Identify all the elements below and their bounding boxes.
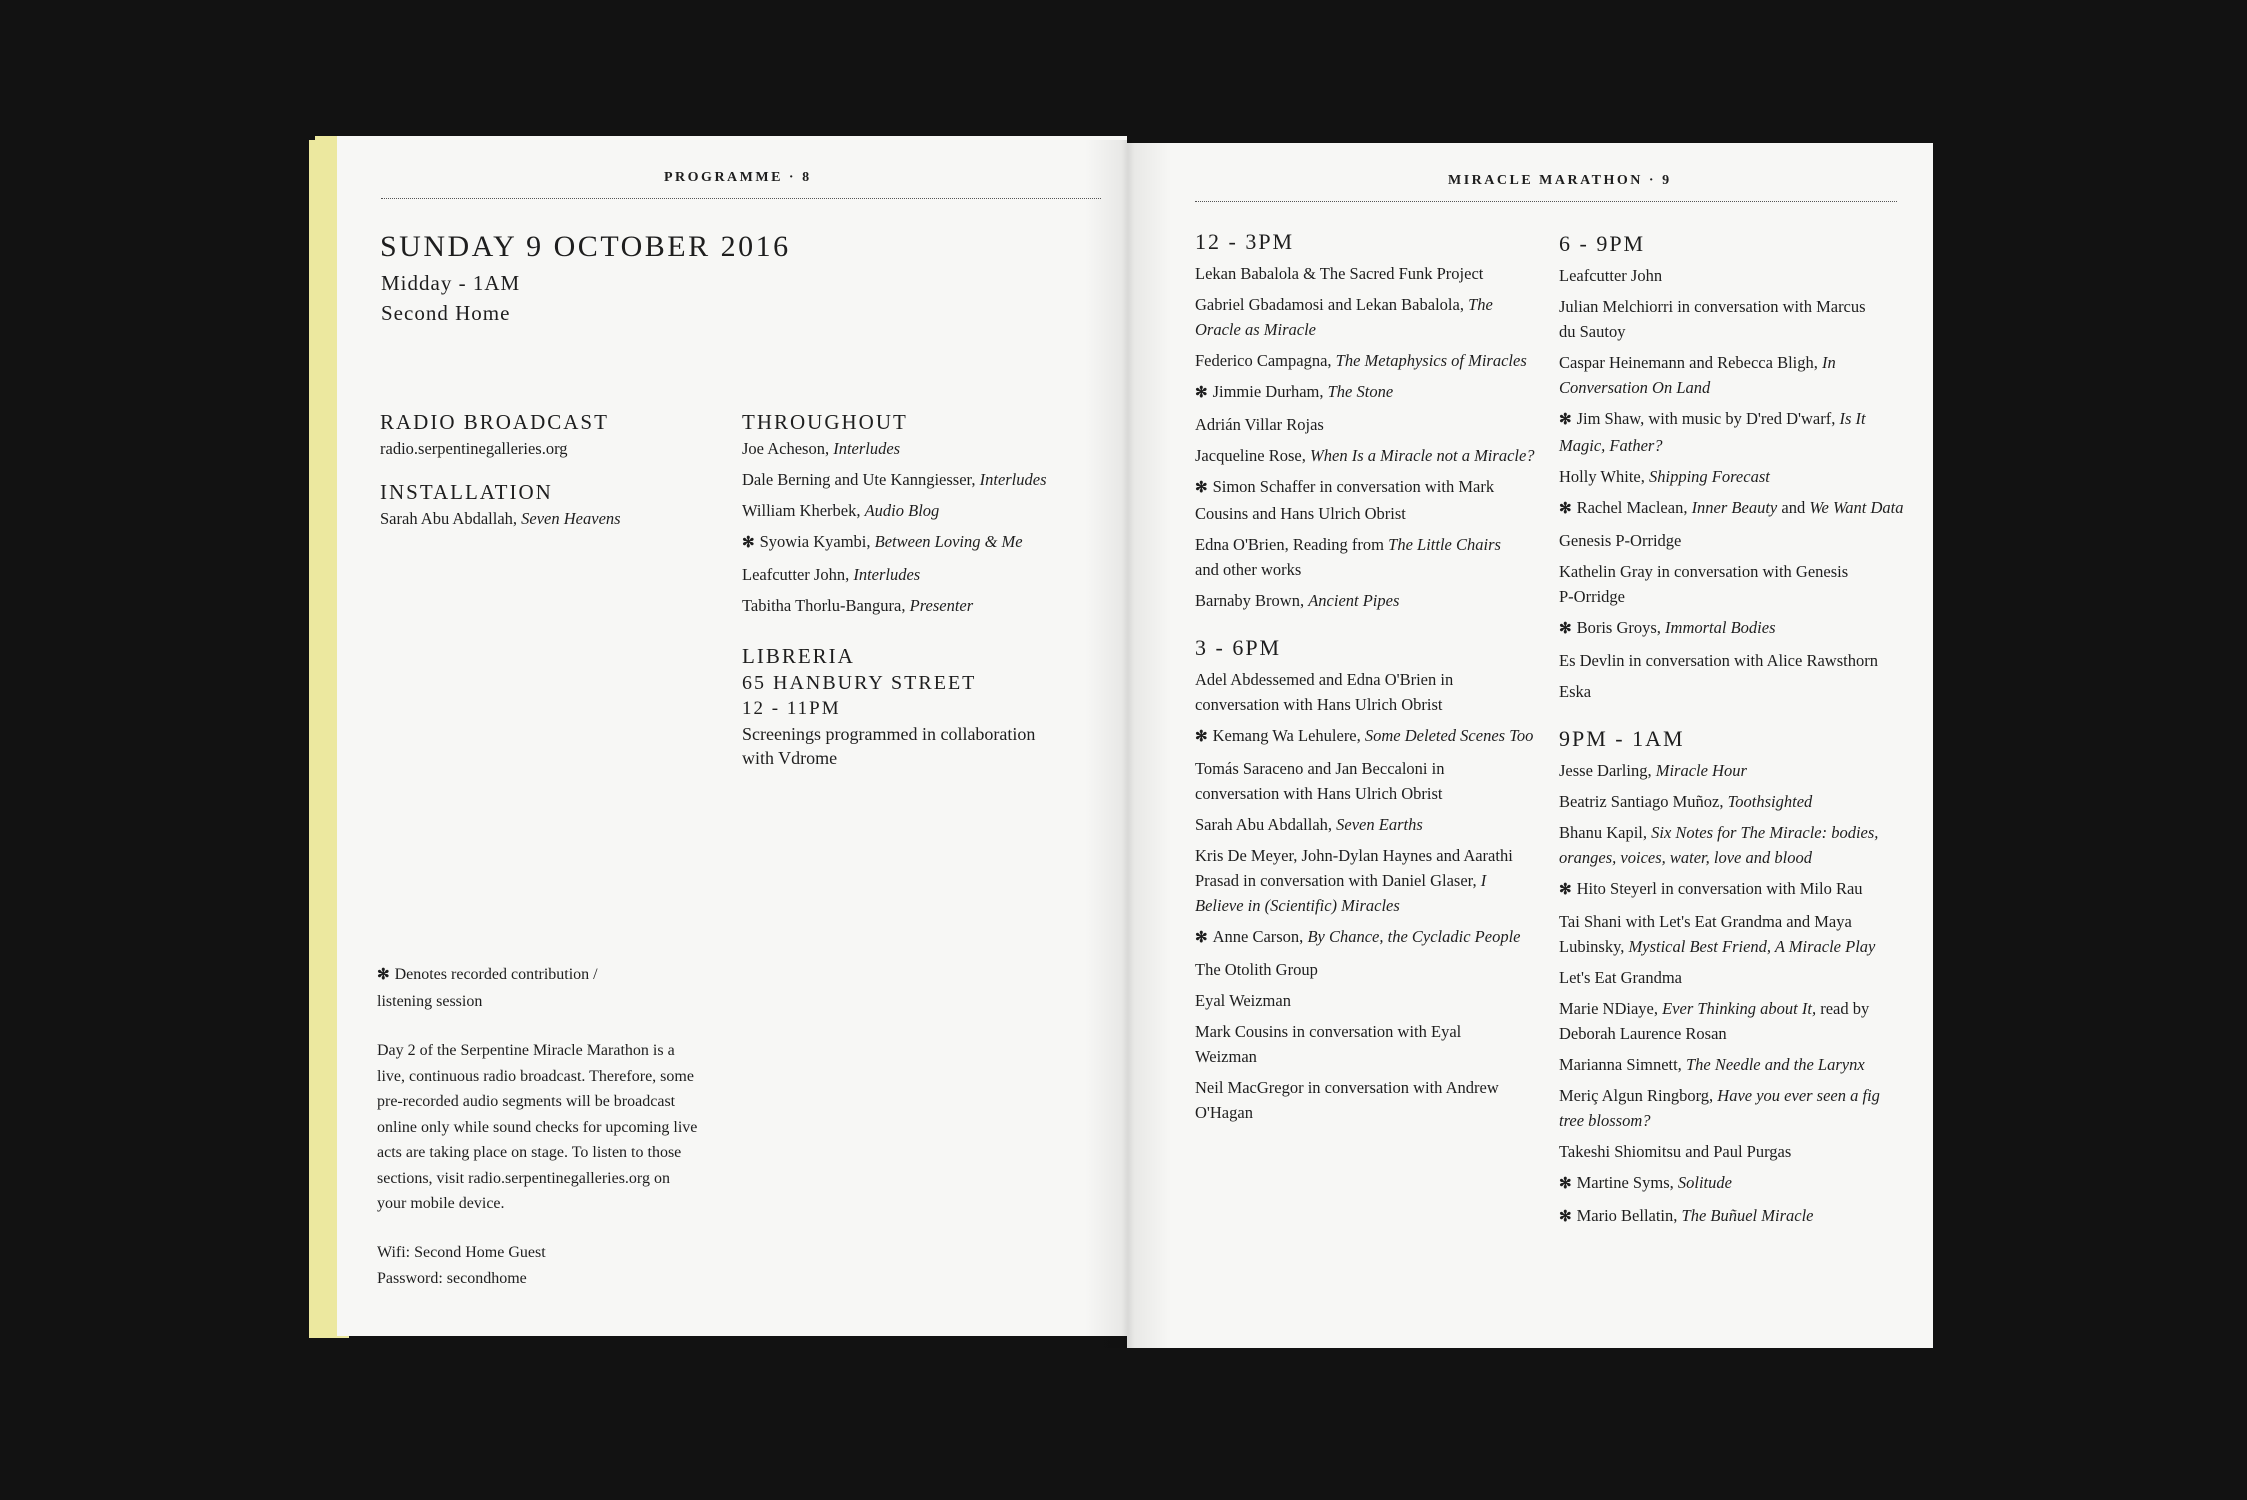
recorded-icon: ✻ [1559,1209,1572,1225]
entry-text: Hito Steyerl in conversation with Milo Rau [1576,879,1863,898]
libreria-heading: LIBRERIA [742,644,855,668]
libreria-section [742,642,1035,770]
note-line: sections, visit radio.serpentinegalleries.org on [377,1169,670,1187]
entry-text: Beatriz Santiago Muñoz, [1559,792,1728,811]
list-item [742,593,1047,618]
entry-text: Weizman [1195,1047,1257,1066]
entry-text: Tai Shani with Let's Eat Grandma and Maya [1559,912,1852,931]
entry-title: Have you ever seen a fig [1717,1086,1880,1105]
entry-text: Marie NDiaye, [1559,999,1663,1018]
schedule-entry [1195,1075,1555,1125]
entry-name: Dale Berning and Ute Kanngiesser, [742,470,976,489]
entry-title: Toothsighted [1727,792,1813,811]
entry-line [1559,1021,1919,1046]
schedule-entry [1195,474,1555,526]
entry-title: The Little Chairs [1388,535,1501,554]
list-item [742,562,1047,587]
schedule-entry [1559,263,1919,288]
recorded-icon: ✻ [742,535,755,551]
list-item [742,436,1047,461]
book-gutter [1085,140,1171,1348]
schedule-entry [1559,789,1919,814]
entry-title: Immortal Bodies [1665,618,1776,637]
wifi-name: Wifi: Second Home Guest [377,1244,546,1261]
entry-text: Federico Campagna, [1195,351,1336,370]
entry-text: Kathelin Gray in conversation with Genesis [1559,562,1849,581]
entry-line [1195,692,1555,717]
entry-line [1195,812,1555,837]
entry-text: Eyal Weizman [1195,991,1291,1010]
entry-line [1559,263,1919,288]
entry-line [1559,845,1919,870]
entry-text: P-Orridge [1559,587,1625,606]
entry-line [1559,1170,1919,1197]
entry-line [1559,876,1919,903]
entry-title: Is It [1839,409,1866,428]
entry-line [1559,615,1919,642]
schedule-entry [1559,1170,1919,1197]
schedule-entry [1559,909,1919,959]
recorded-icon: ✻ [1559,412,1572,428]
schedule-entry [1559,406,1919,458]
entry-title: Audio Blog [864,501,940,520]
entry-text: Barnaby Brown, [1195,591,1309,610]
entry-name: Syowia Kyambi, [759,532,871,551]
recorded-icon: ✻ [1559,621,1572,637]
recorded-icon: ✻ [377,967,390,983]
throughout-list [742,436,1047,618]
entry-line [1559,679,1919,704]
schedule-entry [1559,679,1919,704]
entry-line [1195,292,1555,317]
time-slot-section [1559,724,1919,1230]
entry-text: Bhanu Kapil, [1559,823,1652,842]
entry-line [1195,1019,1555,1044]
installation-heading: INSTALLATION [380,480,553,504]
schedule-entry [1195,957,1555,982]
entry-line [1195,532,1555,557]
entry-title: The Stone [1327,382,1394,401]
entry-line [1559,584,1919,609]
wifi-info [377,1240,546,1291]
entry-title: Solitude [1677,1173,1732,1192]
entry-title: Shipping Forecast [1648,467,1770,486]
legend-text-1: Denotes recorded contribution / [394,966,598,983]
entry-line [1559,1203,1919,1230]
installation-title: Seven Heavens [521,509,621,528]
entry-line [1195,317,1555,342]
entry-title: I [1480,871,1487,890]
entry-text: du Sautoy [1559,322,1626,341]
recorded-icon: ✻ [1559,882,1572,898]
installation-section [380,478,621,531]
entry-title: Ever Thinking about It, [1662,999,1817,1018]
schedule-entry [1559,559,1919,609]
entry-title: Between Loving & Me [874,532,1023,551]
schedule-entry [1559,350,1919,400]
entry-text: Simon Schaffer in conversation with Mark [1212,477,1495,496]
entry-title: Interludes [833,439,901,458]
entry-line [1559,319,1919,344]
entry-text: Lekan Babalola & The Sacred Funk Project [1195,264,1484,283]
entry-text: Jacqueline Rose, [1195,446,1311,465]
schedule-entry [1559,996,1919,1046]
note-line: acts are taking place on stage. To listen to those [377,1144,682,1161]
installation-artist: Sarah Abu Abdallah, [380,509,518,528]
entry-line [1195,379,1555,406]
entry-text: The Otolith Group [1195,960,1318,979]
schedule-entry [1195,443,1555,468]
entry-text: Boris Groys, [1576,618,1666,637]
entry-line [1559,1139,1919,1164]
schedule-entry [1559,648,1919,673]
entry-text: Genesis P-Orridge [1559,531,1682,550]
legend-text-2: listening session [377,992,483,1010]
schedule-entry [1195,667,1555,717]
entry-line [1195,1075,1555,1100]
schedule-entry [1195,292,1555,342]
schedule-entry [1195,412,1555,437]
note-line: your mobile device. [377,1195,505,1212]
schedule-entry [1559,1139,1919,1164]
schedule-entry [1195,843,1555,918]
radio-url: radio.serpentinegalleries.org [380,439,568,458]
wifi-password: Password: secondhome [377,1269,527,1287]
entry-line [1559,1083,1919,1108]
entry-name: Leafcutter John, [742,565,850,584]
entry-title: Presenter [909,596,974,615]
entry-line [1195,1044,1555,1069]
entry-line [1195,868,1555,893]
right-page [1127,143,1933,1348]
schedule-entry [1195,379,1555,406]
entry-text: Prasad in conversation with Daniel Glaser, [1195,871,1481,890]
entry-line [1195,588,1555,613]
libreria-time: 12 - 11PM [742,698,841,719]
entry-title: The [1468,295,1493,314]
entry-line [1195,443,1555,468]
time-slot-heading: 3 - 6PM [1195,635,1282,660]
entry-text: Kris De Meyer, John-Dylan Haynes and Aarathi [1195,846,1513,865]
entry-title: Magic, Father? [1559,436,1663,455]
schedule-entry [1559,294,1919,344]
entry-line [1195,501,1555,526]
entry-title: We Want Data [1809,498,1904,517]
entry-name: William Kherbek, [742,501,861,520]
entry-text: Es Devlin in conversation with Alice Rawsthorn [1559,651,1878,670]
event-time: Midday - 1AM [381,271,521,295]
entry-text: Jim Shaw, with music by D'red D'warf, [1576,409,1840,428]
entry-text: Kemang Wa Lehulere, [1212,726,1365,745]
time-slot-section [1195,633,1555,1125]
entry-text: and other works [1195,560,1302,579]
schedule-entry [1559,1203,1919,1230]
entry-line [1195,756,1555,781]
schedule-entry [1195,1019,1555,1069]
schedule-entry [1559,1083,1919,1133]
entry-name: Tabitha Thorlu-Bangura, [742,596,906,615]
note-line: pre-recorded audio segments will be broadcast [377,1093,676,1110]
schedule-entry [1559,965,1919,990]
note-line: Day 2 of the Serpentine Miracle Marathon is a [377,1042,675,1059]
entry-text: Let's Eat Grandma [1559,968,1683,987]
throughout-heading: THROUGHOUT [742,410,908,434]
entry-line [1195,924,1555,951]
entry-text: Sarah Abu Abdallah, [1195,815,1337,834]
entry-line [1559,559,1919,584]
schedule-entry [1195,756,1555,806]
entry-title: In [1822,353,1836,372]
entry-title: Conversation On Land [1559,378,1711,397]
header-rule [1195,201,1897,202]
entry-title: Inner Beauty [1691,498,1778,517]
time-slot-heading: 9PM - 1AM [1559,726,1685,751]
broadcast-note [377,1038,697,1217]
entry-line [1559,758,1919,783]
entry-text: read by [1816,999,1870,1018]
entry-line [1559,789,1919,814]
entry-text: Takeshi Shiomitsu and Paul Purgas [1559,1142,1792,1161]
entry-line [1559,406,1919,433]
entry-line [1195,1100,1555,1125]
schedule-entry [1195,812,1555,837]
entry-text: Marianna Simnett, [1559,1055,1686,1074]
entry-text: Lubinsky, [1559,937,1629,956]
entry-line [1195,957,1555,982]
entry-title: The Needle and the Larynx [1685,1055,1865,1074]
entry-title: Miracle Hour [1655,761,1747,780]
recorded-icon: ✻ [1195,930,1208,946]
entry-line [1559,820,1919,845]
entry-title: Mystical Best Friend, A Miracle Play [1628,937,1876,956]
list-item [742,529,1047,556]
recorded-icon: ✻ [1195,729,1208,745]
entry-text: Jesse Darling, [1559,761,1656,780]
throughout-section [742,408,1047,624]
radio-section [380,408,609,461]
entry-text: conversation with Hans Ulrich Obrist [1195,784,1443,803]
time-slot-heading: 12 - 3PM [1195,229,1295,254]
schedule-entry [1559,528,1919,553]
entry-line [1559,375,1919,400]
radio-heading: RADIO BROADCAST [380,410,609,434]
schedule-entry [1559,1052,1919,1077]
entry-line [1559,909,1919,934]
installation-entry [380,506,621,531]
header-rule [381,198,1101,199]
event-venue: Second Home [381,301,511,325]
recorded-icon: ✻ [1559,1176,1572,1192]
entry-title: tree blossom? [1559,1111,1651,1130]
entry-line [1559,1052,1919,1077]
entry-line [1559,1108,1919,1133]
libreria-address: 65 HANBURY STREET [742,672,977,694]
entry-line [1559,996,1919,1021]
entry-title: When Is a Miracle not a Miracle? [1310,446,1535,465]
entry-line [1195,412,1555,437]
note-line: live, continuous radio broadcast. Therefore, some [377,1067,694,1085]
entry-line [1195,474,1555,501]
entry-title: By Chance, the Cycladic People [1307,927,1521,946]
entry-title: Believe in (Scientific) Miracles [1195,896,1400,915]
entry-text: Cousins and Hans Ulrich Obrist [1195,504,1406,523]
schedule-entry [1195,723,1555,750]
entry-text: O'Hagan [1195,1103,1253,1122]
entry-line [1559,648,1919,673]
entry-title: Interludes [853,565,921,584]
entry-text: Tomás Saraceno and Jan Beccaloni in [1195,759,1445,778]
schedule-entry [1559,464,1919,489]
list-item [742,467,1047,492]
entry-name: Joe Acheson, [742,439,830,458]
entry-text: Mario Bellatin, [1576,1206,1682,1225]
entry-line [1195,557,1555,582]
entry-line [1559,350,1919,375]
entry-text: Julian Melchiorri in conversation with Marcus [1559,297,1866,316]
entry-title: The Metaphysics of Miracles [1335,351,1527,370]
entry-line [1195,893,1555,918]
note-line: online only while sound checks for upcoming live [377,1118,698,1136]
legend [377,962,598,1014]
schedule-entry [1195,261,1555,286]
entry-line [1559,495,1919,522]
schedule-entry [1559,876,1919,903]
schedule-entry [1195,988,1555,1013]
entry-line [1195,781,1555,806]
time-slot-section [1559,229,1919,704]
entry-text: Holly White, [1559,467,1649,486]
entry-text: Mark Cousins in conversation with Eyal [1195,1022,1462,1041]
entry-text: Deborah Laurence Rosan [1559,1024,1727,1043]
recorded-icon: ✻ [1195,480,1208,496]
list-item [742,498,1047,523]
entry-text: Rachel Maclean, [1576,498,1692,517]
entry-line [1195,261,1555,286]
entry-line [1559,464,1919,489]
entry-text: Meriç Algun Ringborg, [1559,1086,1718,1105]
schedule-entry [1559,615,1919,642]
entry-title: Ancient Pipes [1308,591,1400,610]
schedule-column-2 [1559,229,1919,1250]
entry-line [1195,348,1555,373]
schedule-entry [1559,495,1919,522]
entry-title: The Buñuel Miracle [1681,1206,1814,1225]
schedule-entry [1195,588,1555,613]
schedule-column-1 [1195,227,1555,1145]
recorded-icon: ✻ [1195,385,1208,401]
left-page [337,136,1127,1336]
entry-line [1559,934,1919,959]
entry-text: Anne Carson, [1212,927,1308,946]
entry-text: Eska [1559,682,1592,701]
entry-title: Some Deleted Scenes Too [1364,726,1534,745]
entry-text: Adel Abdessemed and Edna O'Brien in [1195,670,1454,689]
entry-title: oranges, voices, water, love and blood [1559,848,1812,867]
entry-line [1559,433,1919,458]
entry-line [1195,667,1555,692]
entry-title: Six Notes for The Miracle: bodies, [1651,823,1879,842]
running-head-right: MIRACLE MARATHON · 9 [1448,173,1672,188]
entry-text: Gabriel Gbadamosi and Lekan Babalola, [1195,295,1469,314]
entry-title: Seven Earths [1336,815,1423,834]
schedule-entry [1559,820,1919,870]
recorded-icon: ✻ [1559,501,1572,517]
entry-line [1195,988,1555,1013]
time-slot-section [1195,227,1555,613]
time-slot-heading: 6 - 9PM [1559,231,1646,256]
schedule-entry [1559,758,1919,783]
entry-text: Martine Syms, [1576,1173,1678,1192]
entry-line [1559,294,1919,319]
running-head-left: PROGRAMME · 8 [664,170,812,185]
schedule-entry [1195,348,1555,373]
entry-text: and [1777,498,1810,517]
entry-text: conversation with Hans Ulrich Obrist [1195,695,1443,714]
schedule-entry [1195,532,1555,582]
entry-text: Edna O'Brien, Reading from [1195,535,1389,554]
entry-title: Interludes [979,470,1047,489]
entry-text: Neil MacGregor in conversation with Andrew [1195,1078,1499,1097]
entry-title: Oracle as Miracle [1195,320,1316,339]
libreria-desc-1: Screenings programmed in collaboration [742,724,1036,744]
entry-text: Jimmie Durham, [1212,382,1328,401]
entry-line [1559,528,1919,553]
entry-line [1195,723,1555,750]
entry-text: Leafcutter John [1559,266,1663,285]
entry-line [1195,843,1555,868]
entry-text: Adrián Villar Rojas [1195,415,1324,434]
libreria-desc-2: with Vdrome [742,748,838,768]
entry-text: Caspar Heinemann and Rebecca Bligh, [1559,353,1822,372]
entry-line [1559,965,1919,990]
schedule-entry [1195,924,1555,951]
page-date: SUNDAY 9 OCTOBER 2016 [380,230,791,263]
